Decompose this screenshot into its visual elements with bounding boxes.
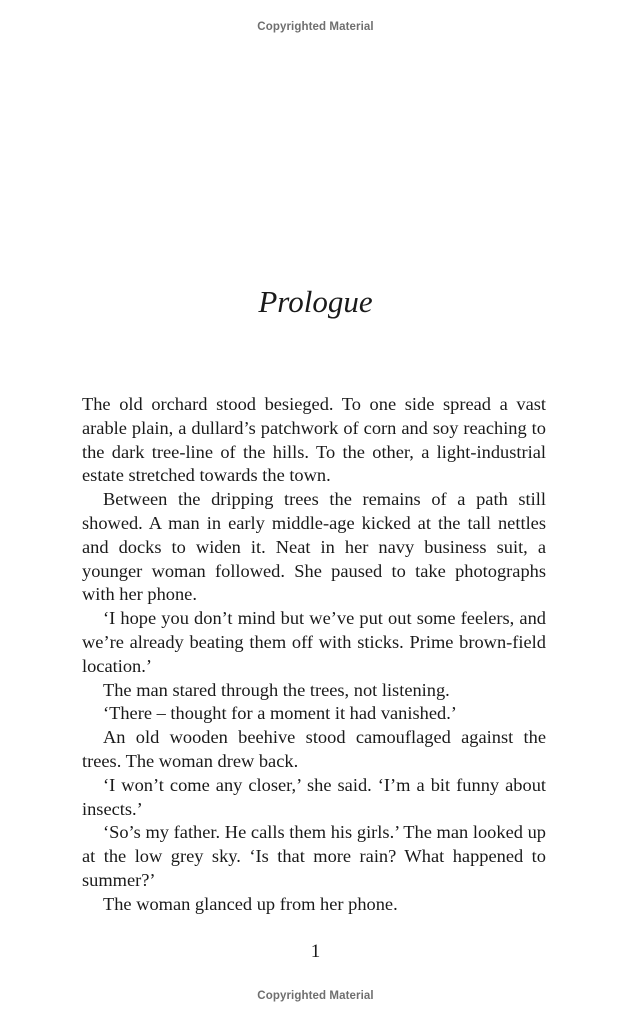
paragraph: ‘I won’t come any closer,’ she said. ‘I’m a bit funny about insects.’: [82, 774, 546, 819]
paragraph: ‘I hope you don’t mind but we’ve put out some feelers, and we’re already beating them off with sticks. Prime brown-field location.’: [82, 608, 546, 676]
paragraph: ‘So’s my father. He calls them his girls.’ The man looked up at the low grey sky. ‘Is that more rain? What happened to summer?’: [82, 822, 546, 890]
copyright-watermark-bottom: Copyrighted Material: [257, 990, 374, 1002]
body-text: [82, 393, 546, 917]
copyright-watermark-top: Copyrighted Material: [257, 21, 374, 33]
paragraph: The woman glanced up from her phone.: [103, 893, 398, 914]
chapter-title: Prologue: [258, 284, 373, 319]
paragraph: An old wooden beehive stood camouflaged against the trees. The woman drew back.: [82, 727, 546, 771]
paragraph: ‘There – thought for a moment it had vanished.’: [103, 703, 457, 724]
paragraph: Between the dripping trees the remains of a path still showed. A man in early middle-age kicked at the tall nettles and docks to widen it. Neat in her navy business suit, a younger woman followed. She paused to take photographs with her phone.: [82, 489, 546, 605]
paragraph: The man stared through the trees, not listening.: [103, 679, 450, 700]
page-number: 1: [310, 941, 321, 962]
paragraph: The old orchard stood besieged. To one side spread a vast arable plain, a dullard’s patchwork of corn and soy reaching to the dark tree-line of the hills. To the other, a light-industrial estate stretched towards the town.: [82, 394, 546, 486]
